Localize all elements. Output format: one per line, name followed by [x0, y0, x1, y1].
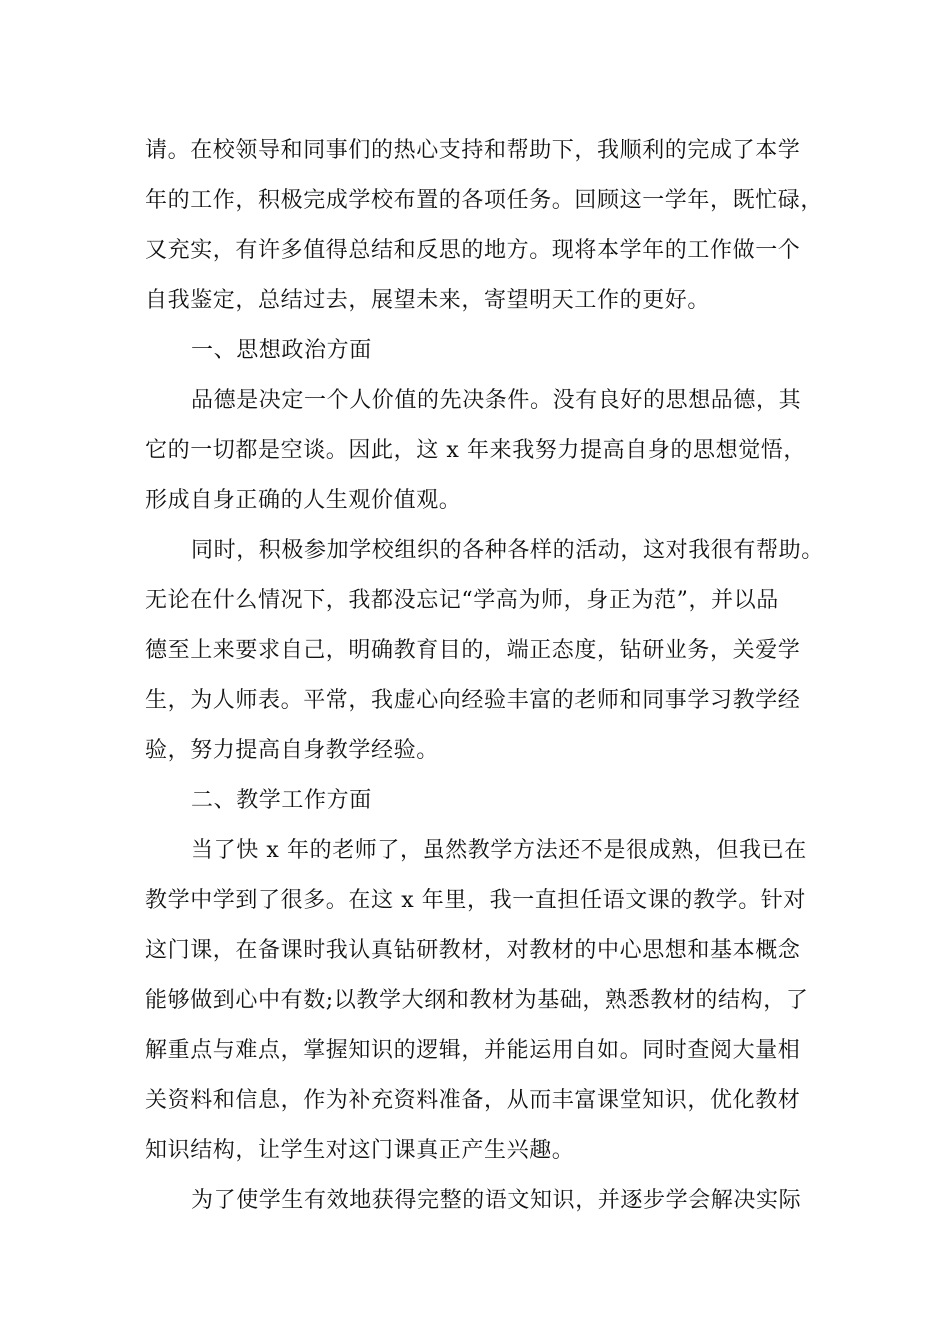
paragraph-line: 无论在什么情况下，我都没忘记“学高为师，身正为范”，并以品: [145, 588, 779, 613]
paragraph-line: 请。在校领导和同事们的热心支持和帮助下，我顺利的完成了本学: [145, 138, 801, 163]
paragraph-line: 同时，积极参加学校组织的各种各样的活动，这对我很有帮助。: [191, 538, 824, 563]
paragraph-line: 它的一切都是空谈。因此，这 x 年来我努力提高自身的思想觉悟，: [145, 438, 806, 463]
paragraph-line: 知识结构，让学生对这门课真正产生兴趣。: [145, 1138, 575, 1163]
paragraph-line: 形成自身正确的人生观价值观。: [145, 488, 462, 513]
paragraph-line: 能够做到心中有数;以教学大纲和教材为基础，熟悉教材的结构，了: [145, 988, 809, 1013]
paragraph-line: 自我鉴定，总结过去，展望未来，寄望明天工作的更好。: [145, 288, 711, 313]
section-heading: 一、思想政治方面: [191, 338, 372, 363]
paragraph-line: 这门课，在备课时我认真钻研教材，对教材的中心思想和基本概念: [145, 938, 801, 963]
paragraph-line: 当了快 x 年的老师了，虽然教学方法还不是很成熟，但我已在: [191, 838, 807, 863]
paragraph-line: 年的工作，积极完成学校布置的各项任务。回顾这一学年，既忙碌，: [145, 188, 824, 213]
paragraph-line: 验，努力提高自身教学经验。: [145, 738, 439, 763]
paragraph-line: 又充实，有许多值得总结和反思的地方。现将本学年的工作做一个: [145, 238, 801, 263]
paragraph-line: 为了使学生有效地获得完整的语文知识，并逐步学会解决实际: [191, 1188, 802, 1213]
paragraph-line: 品德是决定一个人价值的先决条件。没有良好的思想品德，其: [191, 388, 802, 413]
section-heading: 二、教学工作方面: [191, 788, 372, 813]
paragraph-line: 德至上来要求自己，明确教育目的，端正态度，钻研业务，关爱学: [145, 638, 801, 663]
paragraph-line: 教学中学到了很多。在这 x 年里，我一直担任语文课的教学。针对: [145, 888, 806, 913]
paragraph-line: 解重点与难点，掌握知识的逻辑，并能运用自如。同时查阅大量相: [145, 1038, 801, 1063]
paragraph-line: 关资料和信息，作为补充资料准备，从而丰富课堂知识，优化教材: [145, 1088, 801, 1113]
paragraph-line: 生，为人师表。平常，我虚心向经验丰富的老师和同事学习教学经: [145, 688, 801, 713]
